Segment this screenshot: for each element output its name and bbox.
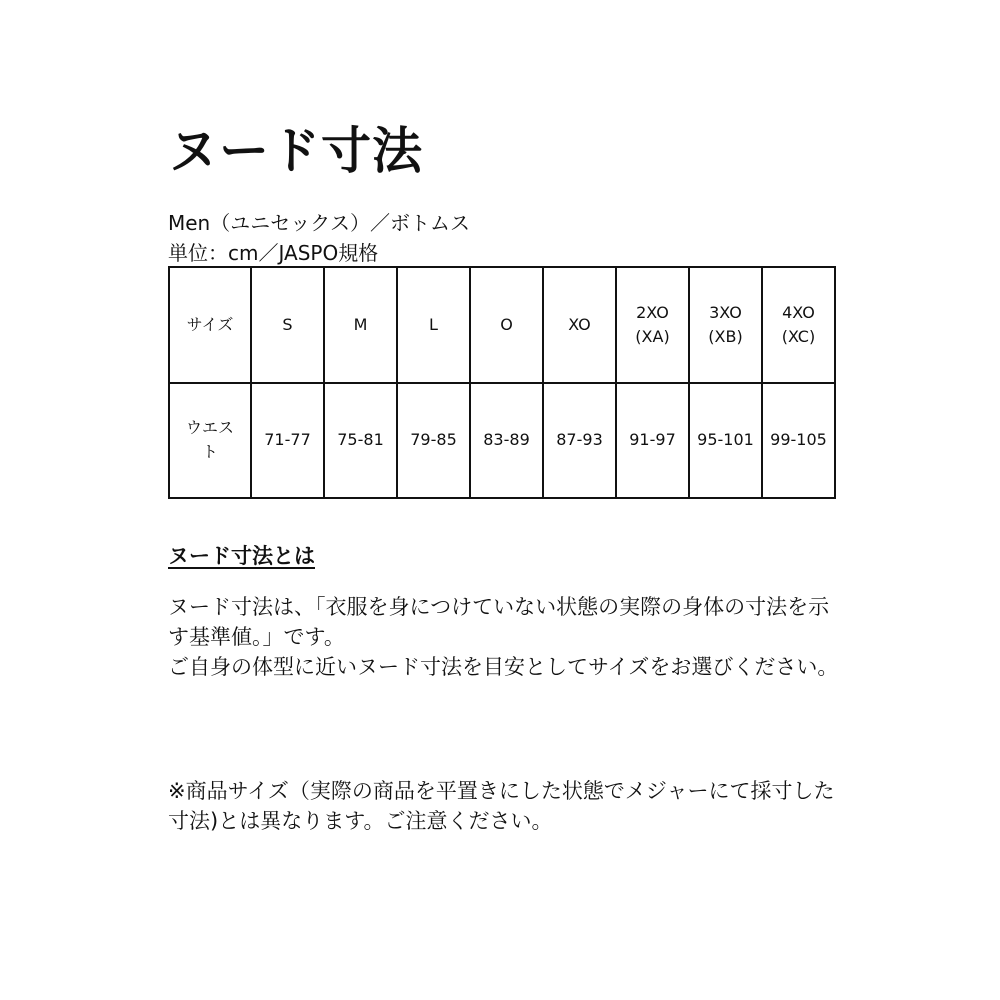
- table-cell-waist: 99-105: [762, 383, 835, 499]
- table-row-waist: [169, 383, 835, 499]
- category-subtitle: Men（ユニセックス）／ボトムス: [168, 211, 471, 235]
- table-cell-size: M: [324, 267, 397, 383]
- guidance-paragraph: ご自身の体型に近いヌード寸法を目安としてサイズをお選びください。: [168, 655, 839, 679]
- size-table: [168, 266, 836, 499]
- table-cell-size: L: [397, 267, 470, 383]
- table-cell-size: S: [251, 267, 324, 383]
- table-cell-size: O: [470, 267, 543, 383]
- table-header-size: サイズ: [169, 267, 251, 383]
- table-cell-waist: 71-77: [251, 383, 324, 499]
- table-cell-size: 2XO (XA): [616, 267, 689, 383]
- table-row-size: [169, 267, 835, 383]
- table-cell-waist: 87-93: [543, 383, 616, 499]
- section-heading: ヌード寸法とは: [168, 544, 315, 568]
- table-cell-size: 4XO (XC): [762, 267, 835, 383]
- definition-paragraph: ヌード寸法は、「衣服を身につけていない状態の実際の身体の寸法を示す基準値。」です。: [168, 595, 830, 649]
- table-cell-waist: 83-89: [470, 383, 543, 499]
- page-title: ヌード寸法: [168, 122, 423, 180]
- table-cell-waist: 75-81: [324, 383, 397, 499]
- table-cell-waist: 91-97: [616, 383, 689, 499]
- table-cell-size: XO: [543, 267, 616, 383]
- table-cell-waist: 95-101: [689, 383, 762, 499]
- table-cell-size: 3XO (XB): [689, 267, 762, 383]
- table-cell-waist: 79-85: [397, 383, 470, 499]
- caution-note: ※商品サイズ（実際の商品を平置きにした状態でメジャーにて採寸した寸法)とは異なります。ご注意ください。: [168, 779, 835, 833]
- unit-note: 単位：cm／JASPO規格: [168, 241, 379, 265]
- table-header-waist: ウエスト: [169, 383, 251, 499]
